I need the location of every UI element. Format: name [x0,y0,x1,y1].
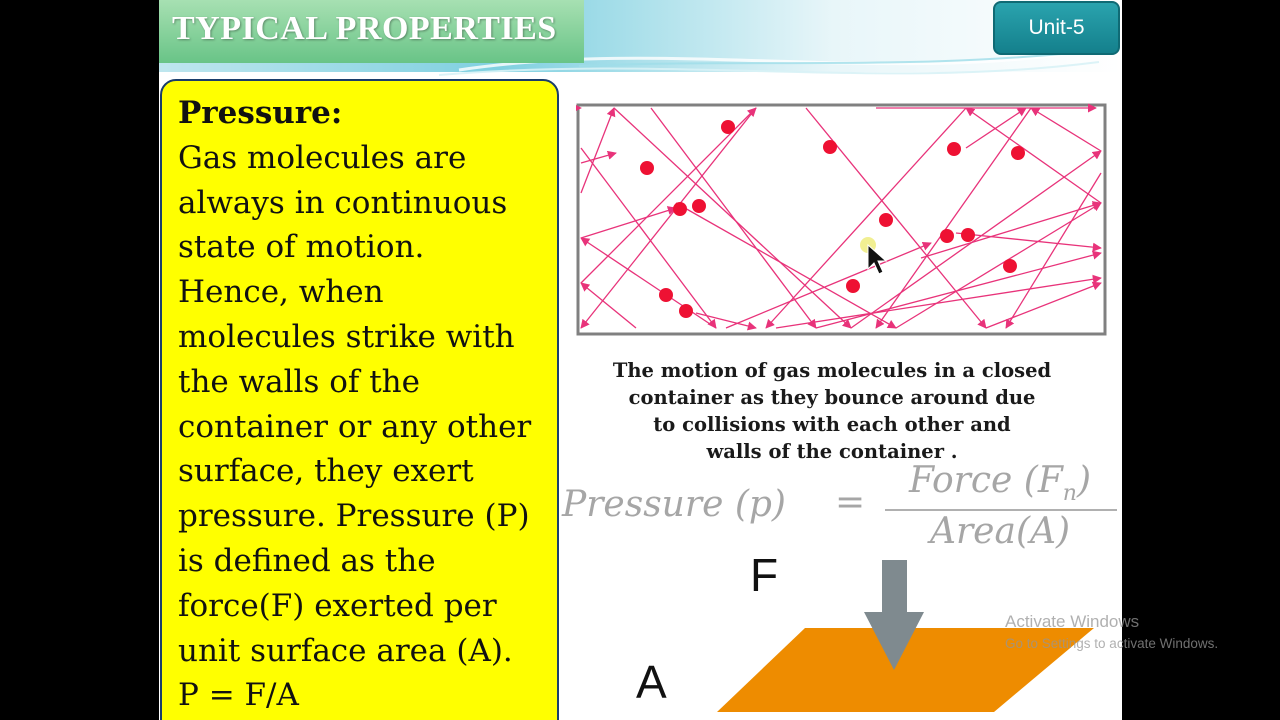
slide [159,0,1122,720]
numerator-text: Force (F [908,460,1063,501]
definition-line: the walls of the [178,363,420,400]
gas-molecule [659,288,673,302]
gas-molecule [640,161,654,175]
force-label: F [750,549,779,601]
unit-badge: Unit-5 [993,1,1120,55]
definition-line: force(F) exerted per [178,587,497,624]
definition-line: always in continuous [178,184,508,221]
activate-windows-hint: Go to Settings to activate Windows. [1005,636,1219,651]
gas-molecule [679,304,693,318]
numerator-close: ) [1076,460,1092,501]
gas-molecule [823,140,837,154]
definition-line: pressure. Pressure (P) [178,498,530,535]
formula-lhs: Pressure (p) [562,484,786,525]
definition-line: container or any other [178,408,532,445]
gas-molecule [940,229,954,243]
gas-molecule [879,213,893,227]
gas-molecules-diagram [576,103,1107,336]
area-label: A [636,656,667,708]
formula-equals: = [835,482,866,523]
gas-molecule [721,120,735,134]
definition-line: Hence, when [178,274,384,311]
caption-line: The motion of gas molecules in a closed [612,359,1052,382]
diagram-caption [559,357,1105,465]
definition-line: molecules strike with [178,318,515,355]
caption-line: walls of the container . [706,440,958,463]
caption-line: to collisions with each other and [653,413,1011,436]
definition-text [178,91,553,718]
numerator-subscript: n [1062,481,1077,507]
gas-molecule [692,199,706,213]
title-box [159,0,584,63]
gas-molecule [947,142,961,156]
definition-line: is defined as the [178,542,436,579]
gas-molecule [961,228,975,242]
definition-line: surface, they exert [178,453,474,490]
pressure-formula [559,460,1119,560]
definition-line: unit surface area (A). [178,632,513,669]
gas-molecule [1003,259,1017,273]
formula-denominator: Area(A) [929,511,1071,552]
container-box [578,105,1105,334]
slide-title: TYPICAL PROPERTIES [172,10,557,47]
definition-panel [160,79,559,720]
definition-line: state of motion. [178,229,425,266]
gas-molecule [846,279,860,293]
caption-line: container as they bounce around due [628,386,1036,409]
gas-molecule [673,202,687,216]
activate-windows-watermark: Activate Windows [1005,612,1140,631]
definition-line: Gas molecules are [178,139,467,176]
gas-molecule [1011,146,1025,160]
definition-heading: Pressure: [178,95,343,131]
formula-line: P = F/A [178,677,299,714]
formula-numerator [885,460,1115,506]
